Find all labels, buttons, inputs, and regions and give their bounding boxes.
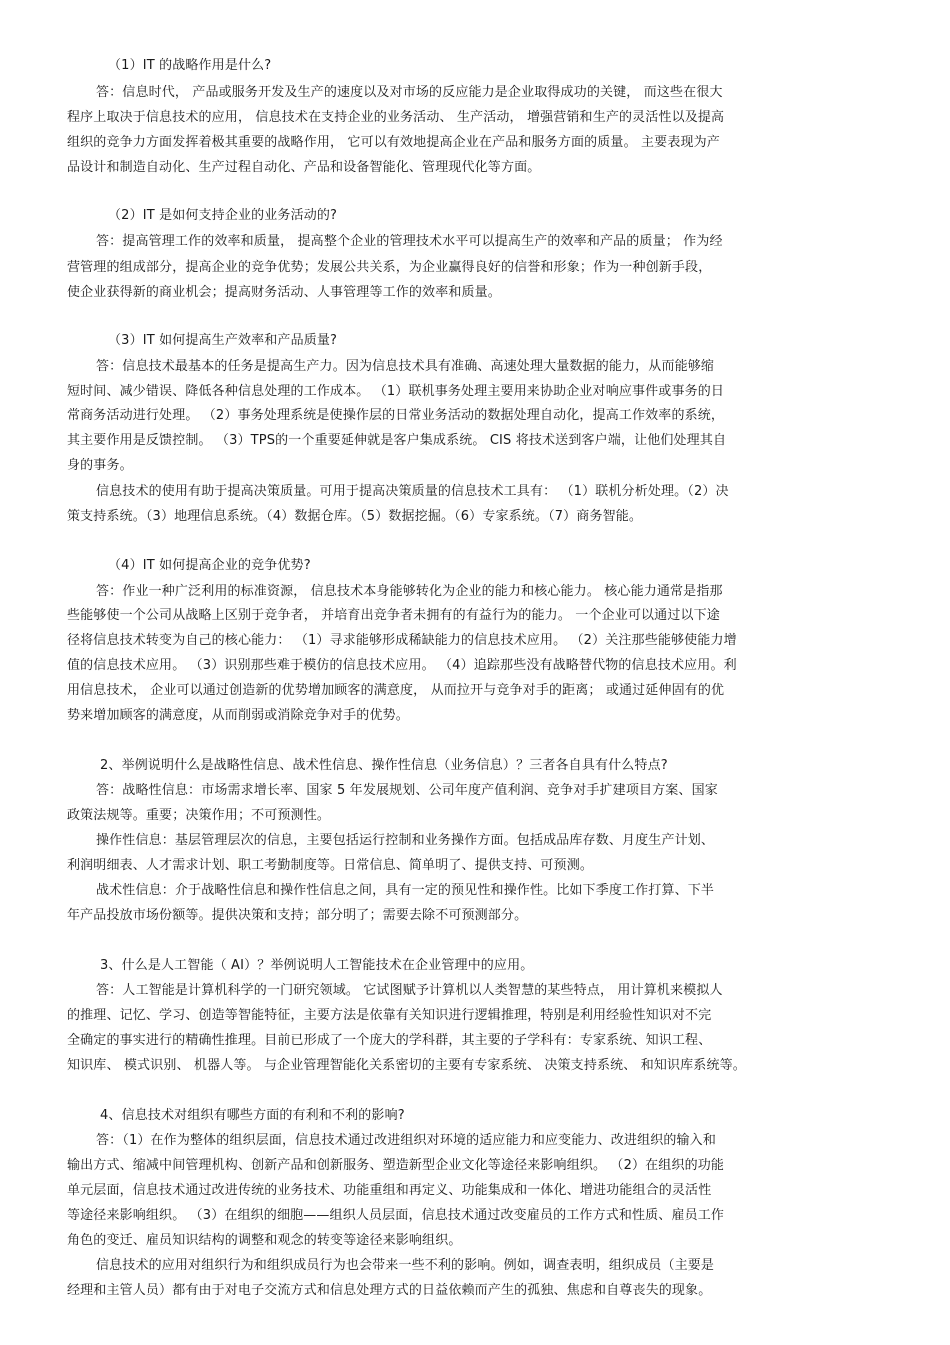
answer-line: 程序上取决于信息技术的应用， 信息技术在支持企业的业务活动、 生产活动， 增强营销和生产的灵活性以及提高 <box>67 110 725 125</box>
answer-line: 输出方式、缩减中间管理机构、创新产品和创新服务、塑造新型企业文化等途径来影响组织。 （2）在组织的功能 <box>67 1158 725 1173</box>
question-heading-1: （1）IT 的战略作用是什么? <box>108 58 272 73</box>
question-heading-6: 3、什么是人工智能（ AI）？举例说明人工智能技术在企业管理中的应用。 <box>100 958 534 973</box>
answer-line: 知识库、 模式识别、 机器人等。 与企业管理智能化关系密切的主要有专家系统、 决策支持系统、 和知识库系统等。 <box>67 1058 746 1073</box>
answer-line: 的推理、记忆、学习、创造等智能特征，主要方法是依靠有关知识进行逻辑推理，特别是利用经验性知识对不完 <box>67 1008 712 1023</box>
answer-line: 策支持系统。（3）地理信息系统。（4）数据仓库。（5）数据挖掘。（6）专家系统。（7）商务智能。 <box>67 509 643 524</box>
answer-line: 答：战略性信息：市场需求增长率、国家 5 年发展规划、公司年度产值利润、竞争对手扩建项目方案、国家 <box>96 783 718 798</box>
answer-line: 答：人工智能是计算机科学的一门研究领域。 它试图赋予计算机以人类智慧的某些特点， 用计算机来模拟人 <box>96 983 723 998</box>
answer-line: 品设计和制造自动化、生产过程自动化、产品和设备智能化、管理现代化等方面。 <box>67 160 541 175</box>
answer-line: 答：提高管理工作的效率和质量， 提高整个企业的管理技术水平可以提高生产的效率和产品的质量； 作为经 <box>96 234 723 249</box>
answer-line: 常商务活动进行处理。 （2）事务处理系统是使操作层的日常业务活动的数据处理自动化，提高工作效率的系统， <box>67 408 725 423</box>
answer-line: 全确定的事实进行的精确性推理。目前已形成了一个庞大的学科群，其主要的子学科有：专家系统、知识工程、 <box>67 1033 712 1048</box>
answer-line: 身的事务。 <box>67 458 133 473</box>
answer-line: 利润明细表、人才需求计划、职工考勤制度等。日常信息、简单明了、提供支持、可预测。 <box>67 858 594 873</box>
answer-line: 答：信息技术最基本的任务是提高生产力。因为信息技术具有准确、高速处理大量数据的能力，从而能够缩 <box>96 359 715 374</box>
answer-line: 年产品投放市场份额等。提供决策和支持；部分明了；需要去除不可预测部分。 <box>67 908 528 923</box>
answer-line: 径将信息技术转变为自己的核心能力： （1）寻求能够形成稀缺能力的信息技术应用。 （2）关注那些能够使能力增 <box>67 633 737 648</box>
answer-line: 答：（1）在作为整体的组织层面，信息技术通过改进组织对环境的适应能力和应变能力、改进组织的输入和 <box>96 1133 716 1148</box>
answer-line: 些能够使一个公司从战略上区别于竞争者， 并培育出竞争者未拥有的有益行为的能力。 一个企业可以通过以下途 <box>67 608 720 623</box>
answer-line: 等途径来影响组织。 （3）在组织的细胞——组织人员层面，信息技术通过改变雇员的工作方式和性质、雇员工作 <box>67 1208 725 1223</box>
question-heading-7: 4、信息技术对组织有哪些方面的有利和不利的影响? <box>100 1108 405 1123</box>
answer-line: 答：信息时代， 产品或服务开发及生产的速度以及对市场的反应能力是企业取得成功的关键， 而这些在很大 <box>96 85 723 100</box>
answer-line: 信息技术的使用有助于提高决策质量。可用于提高决策质量的信息技术工具有： （1）联机分析处理。（2）决 <box>96 484 729 499</box>
answer-line: 经理和主管人员）都有由于对电子交流方式和信息处理方式的日益依赖而产生的孤独、焦虑和自尊丧失的现象。 <box>67 1283 712 1298</box>
answer-line: 其主要作用是反馈控制。 （3）TPS的一个重要延伸就是客户集成系统。 CIS 将技术送到客户端，让他们处理其自 <box>67 433 727 448</box>
answer-line: 值的信息技术应用。 （3）识别那些难于模仿的信息技术应用。 （4）追踪那些没有战略替代物的信息技术应用。利 <box>67 658 737 673</box>
answer-line: 势来增加顾客的满意度，从而削弱或消除竞争对手的优势。 <box>67 708 409 723</box>
question-heading-3: （3）IT 如何提高生产效率和产品质量? <box>108 333 338 348</box>
answer-line: 短时间、减少错误、降低各种信息处理的工作成本。 （1）联机事务处理主要用来协助企业对响应事件或事务的日 <box>67 384 725 399</box>
answer-line: 操作性信息：基层管理层次的信息，主要包括运行控制和业务操作方面。包括成品库存数、月度生产计划、 <box>96 833 715 848</box>
answer-line: 用信息技术， 企业可以通过创造新的优势增加顾客的满意度， 从而拉开与竞争对手的距离； 或通过延伸固有的优 <box>67 683 725 698</box>
question-heading-5: 2、举例说明什么是战略性信息、战术性信息、操作性信息（业务信息）？三者各自具有什么特点? <box>100 758 668 773</box>
answer-line: 营管理的组成部分，提高企业的竞争优势；发展公共关系，为企业赢得良好的信誉和形象；作为一种创新手段， <box>67 260 712 275</box>
answer-line: 答：作业一种广泛利用的标准资源， 信息技术本身能够转化为企业的能力和核心能力。 核心能力通常是指那 <box>96 584 723 599</box>
answer-line: 角色的变迁、雇员知识结构的调整和观念的转变等途径来影响组织。 <box>67 1233 462 1248</box>
answer-line: 战术性信息：介于战略性信息和操作性信息之间，具有一定的预见性和操作性。比如下季度工作打算、下半 <box>96 883 715 898</box>
answer-line: 信息技术的应用对组织行为和组织成员行为也会带来一些不利的影响。例如，调查表明，组织成员（主要是 <box>96 1258 715 1273</box>
question-heading-4: （4）IT 如何提高企业的竞争优势? <box>108 558 311 573</box>
answer-line: 使企业获得新的商业机会；提高财务活动、人事管理等工作的效率和质量。 <box>67 285 501 300</box>
answer-line: 政策法规等。重要；决策作用；不可预测性。 <box>67 808 331 823</box>
question-heading-2: （2）IT 是如何支持企业的业务活动的? <box>108 208 338 223</box>
answer-line: 组织的竞争力方面发挥着极其重要的战略作用， 它可以有效地提高企业在产品和服务方面的质量。 主要表现为产 <box>67 135 720 150</box>
answer-line: 单元层面，信息技术通过改进传统的业务技术、功能重组和再定义、功能集成和一体化、增进功能组合的灵活性 <box>67 1183 712 1198</box>
